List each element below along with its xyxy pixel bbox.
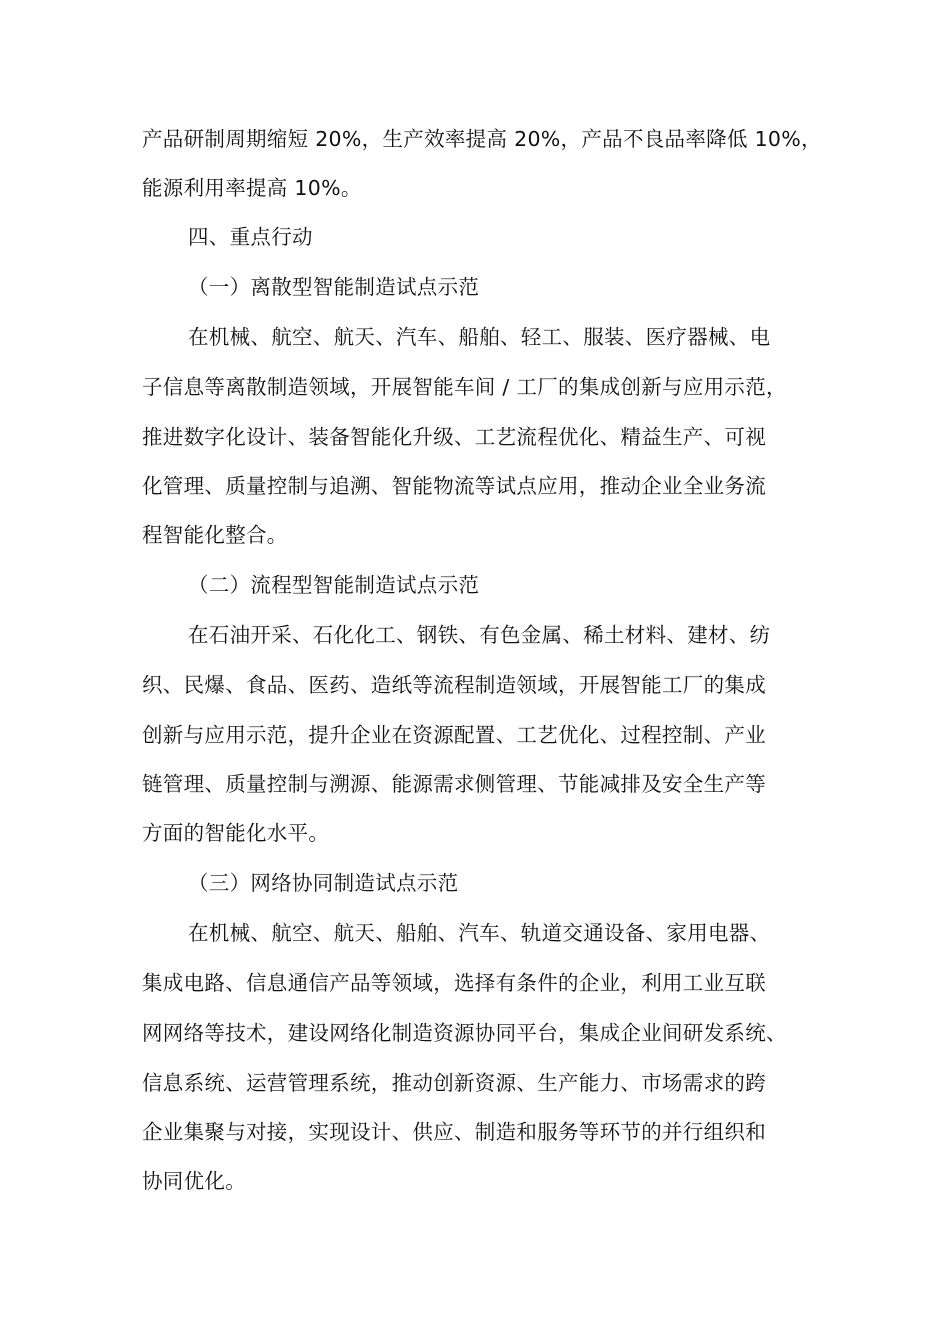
section-heading: 四、重点行动: [188, 225, 313, 249]
body-text-line: 产品研制周期缩短 20%，生产效率提高 20%，产品不良品率降低 10%，: [142, 127, 822, 151]
body-text-line: 信息系统、运营管理系统，推动创新资源、生产能力、市场需求的跨: [142, 1071, 766, 1095]
subsection-heading: （二）流程型智能制造试点示范: [188, 573, 480, 597]
body-text-line: 化管理、质量控制与追溯、智能物流等试点应用，推动企业全业务流: [142, 474, 766, 498]
body-text-line: 推进数字化设计、装备智能化升级、工艺流程优化、精益生产、可视: [142, 425, 766, 449]
body-text-line: 能源利用率提高 10%。: [142, 176, 362, 200]
body-text-line: 企业集聚与对接，实现设计、供应、制造和服务等环节的并行组织和: [142, 1120, 766, 1144]
body-text-line: 网网络等技术，建设网络化制造资源协同平台，集成企业间研发系统、: [142, 1021, 787, 1045]
body-text-line: 方面的智能化水平。: [142, 821, 330, 845]
body-text-line: 程智能化整合。: [142, 523, 288, 547]
body-text-line: 协同优化。: [142, 1169, 246, 1193]
subsection-heading: （三）网络协同制造试点示范: [188, 871, 459, 895]
body-text-line: 织、民爆、食品、医药、造纸等流程制造领域，开展智能工厂的集成: [142, 673, 766, 697]
body-text-line: 在机械、航空、航天、船舶、汽车、轨道交通设备、家用电器、: [188, 921, 771, 945]
body-text-line: 创新与应用示范，提升企业在资源配置、工艺优化、过程控制、产业: [142, 723, 766, 747]
body-text-line: 集成电路、信息通信产品等领域，选择有条件的企业，利用工业互联: [142, 971, 766, 995]
body-text-line: 子信息等离散制造领域，开展智能车间 / 工厂的集成创新与应用示范，: [142, 375, 787, 399]
body-text-line: 在机械、航空、航天、汽车、船舶、轻工、服装、医疗器械、电: [188, 325, 771, 349]
subsection-heading: （一）离散型智能制造试点示范: [188, 275, 480, 299]
body-text-line: 在石油开采、石化化工、钢铁、有色金属、稀土材料、建材、纺: [188, 623, 771, 647]
body-text-line: 链管理、质量控制与溯源、能源需求侧管理、节能减排及安全生产等: [142, 772, 766, 796]
